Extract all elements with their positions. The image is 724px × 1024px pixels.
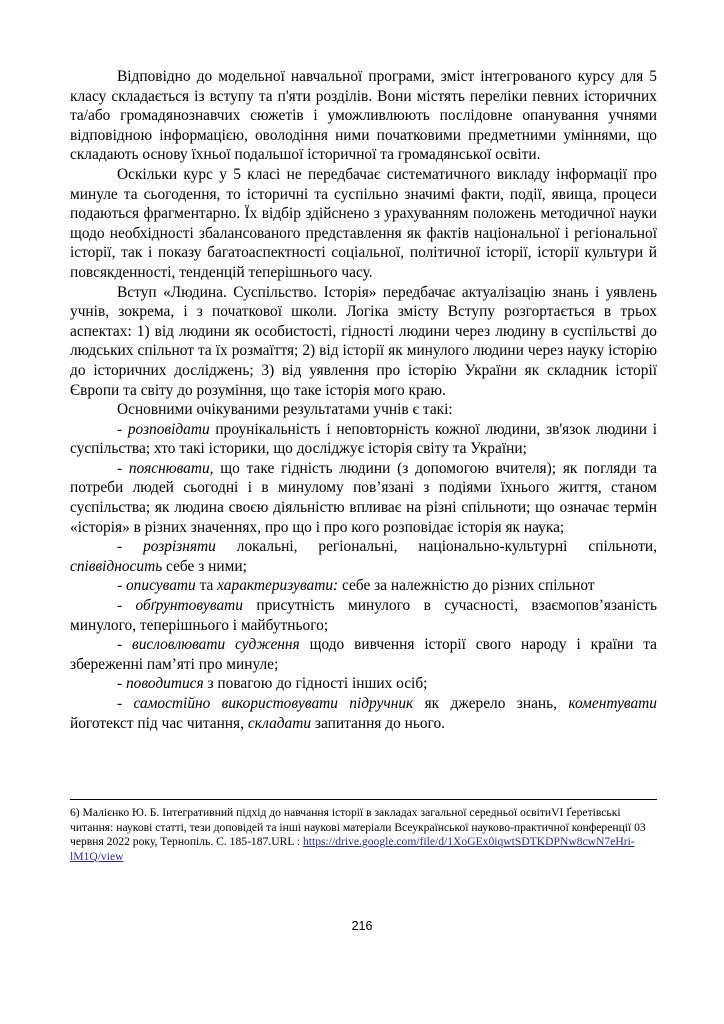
outcome-term: співвідносить xyxy=(70,557,163,575)
outcome-term: розповідати xyxy=(127,420,210,438)
outcome-term: поводитися xyxy=(125,675,204,693)
outcome-item: - висловлювати судження щодо вивчення історії свого народу і країни та збереженні пам’яті про минуле; xyxy=(70,636,657,673)
footnote-link[interactable]: https://drive.google.com/file/d/1XoGEx0iqwtSDTKDPNw8cwN7eHri-lM1Q/view xyxy=(70,835,635,863)
footnote-text: 6) Малієнко Ю. Б. Інтегративний підхід до навчання історії в закладах загальної середньої освітиVI Ґеретівські читання: наукові статті, тези доповідей та інші наукові матеріали Всеукраїнської науково-практичної конференції 03 червня 2022 року, Тернопіль. С. 185-187.URL : xyxy=(70,806,646,849)
paragraph: Оскільки курс у 5 класі не передбачає систематичного викладу інформації про минуле та сьогодення, то історичні та суспільно значимі факти, події, явища, процеси подаються фрагментарно. Їх відбір здійснено з урахуванням положень методичної науки щодо необхідності збалансованого представлення як фактів національної і регіональної історії, так і показу багатоаспектності соціальної, політичної історії, історії культури й повсякденності, тенденцій теперішнього часу. xyxy=(70,165,657,281)
page-number: 216 xyxy=(351,919,373,933)
outcome-item: - розрізняти локальні, регіональні, національно-культурні спільноти, співвідносить себе з ними; xyxy=(70,538,657,575)
outcome-item: - самостійно використовувати підручник як джерело знань, коментувати йоготекст під час читання, складати запитання до нього. xyxy=(70,695,657,732)
outcome-term: обґрунтовувати xyxy=(135,597,243,615)
outcome-term: самостійно використовувати підручник xyxy=(133,695,414,712)
outcome-item: - пояснювати, що таке гідність людини (з допомогою вчителя); як погляди та потреби людей сьогодні і в минулому пов’язані з подіями їхнього життя, станом суспільства; як людина своєю діяльністю впливає на різні спільноти; що означає термін «історія» в різних значеннях, про що і про кого розповідає історія як наука; xyxy=(70,459,657,536)
paragraph: Вступ «Людина. Суспільство. Історія» передбачає актуалізацію знань і уявлень учнів, зокрема, і з початкової школи. Логіка змісту Вступу розгортається в трьох аспектах: 1) від людини як особистості, гідності людини через людину в суспільстві до людських спільнот та їх розмаїття; 2) від історії як минулого людини через науку історію до історичних досліджень; 3) від уявлення про історію України як складник історії Європи та світу до розуміння, що таке історія мого краю. xyxy=(70,283,657,399)
paragraph: Відповідно до модельної навчальної програми, зміст інтегрованого курсу для 5 класу складається із вступу та п'яти розділів. Вони містять переліки певних історичних та/або громадянознавчих сюжетів і уможливлюють послідовне опанування учнями відповідною інформацією, оволодіння ними початковими предметними уміннями, що складають основу їхньої подальшої історичної та громадянської освіти. xyxy=(70,68,657,164)
outcome-item: - обґрунтовувати присутність минулого в сучасності, взаємопов’язаність минулого, теперішнього і майбутнього; xyxy=(70,597,657,634)
outcome-term: коментувати xyxy=(568,695,657,712)
outcome-term: характеризувати: xyxy=(217,577,339,595)
outcome-term: пояснювати, xyxy=(128,459,214,477)
outcome-term: описувати xyxy=(125,577,196,595)
outcome-item: - поводитися з повагою до гідності інших осіб; xyxy=(117,675,428,693)
footnote xyxy=(70,806,657,864)
outcome-term: розрізняти xyxy=(143,538,216,556)
paragraph: Основними очікуваними результатами учнів є такі: xyxy=(117,401,453,419)
body-text xyxy=(70,67,657,733)
outcome-term: висловлювати судження xyxy=(132,636,300,654)
footnote-separator xyxy=(70,799,657,800)
outcome-item: - описувати та характеризувати: себе за належністю до різних спільнот xyxy=(117,577,595,595)
outcome-term: складати xyxy=(247,714,312,732)
outcome-item: - розповідати проунікальність і неповторність кожної людини, зв'язок людини і суспільства; хто такі історики, що досліджує історія світу та України; xyxy=(70,420,657,458)
